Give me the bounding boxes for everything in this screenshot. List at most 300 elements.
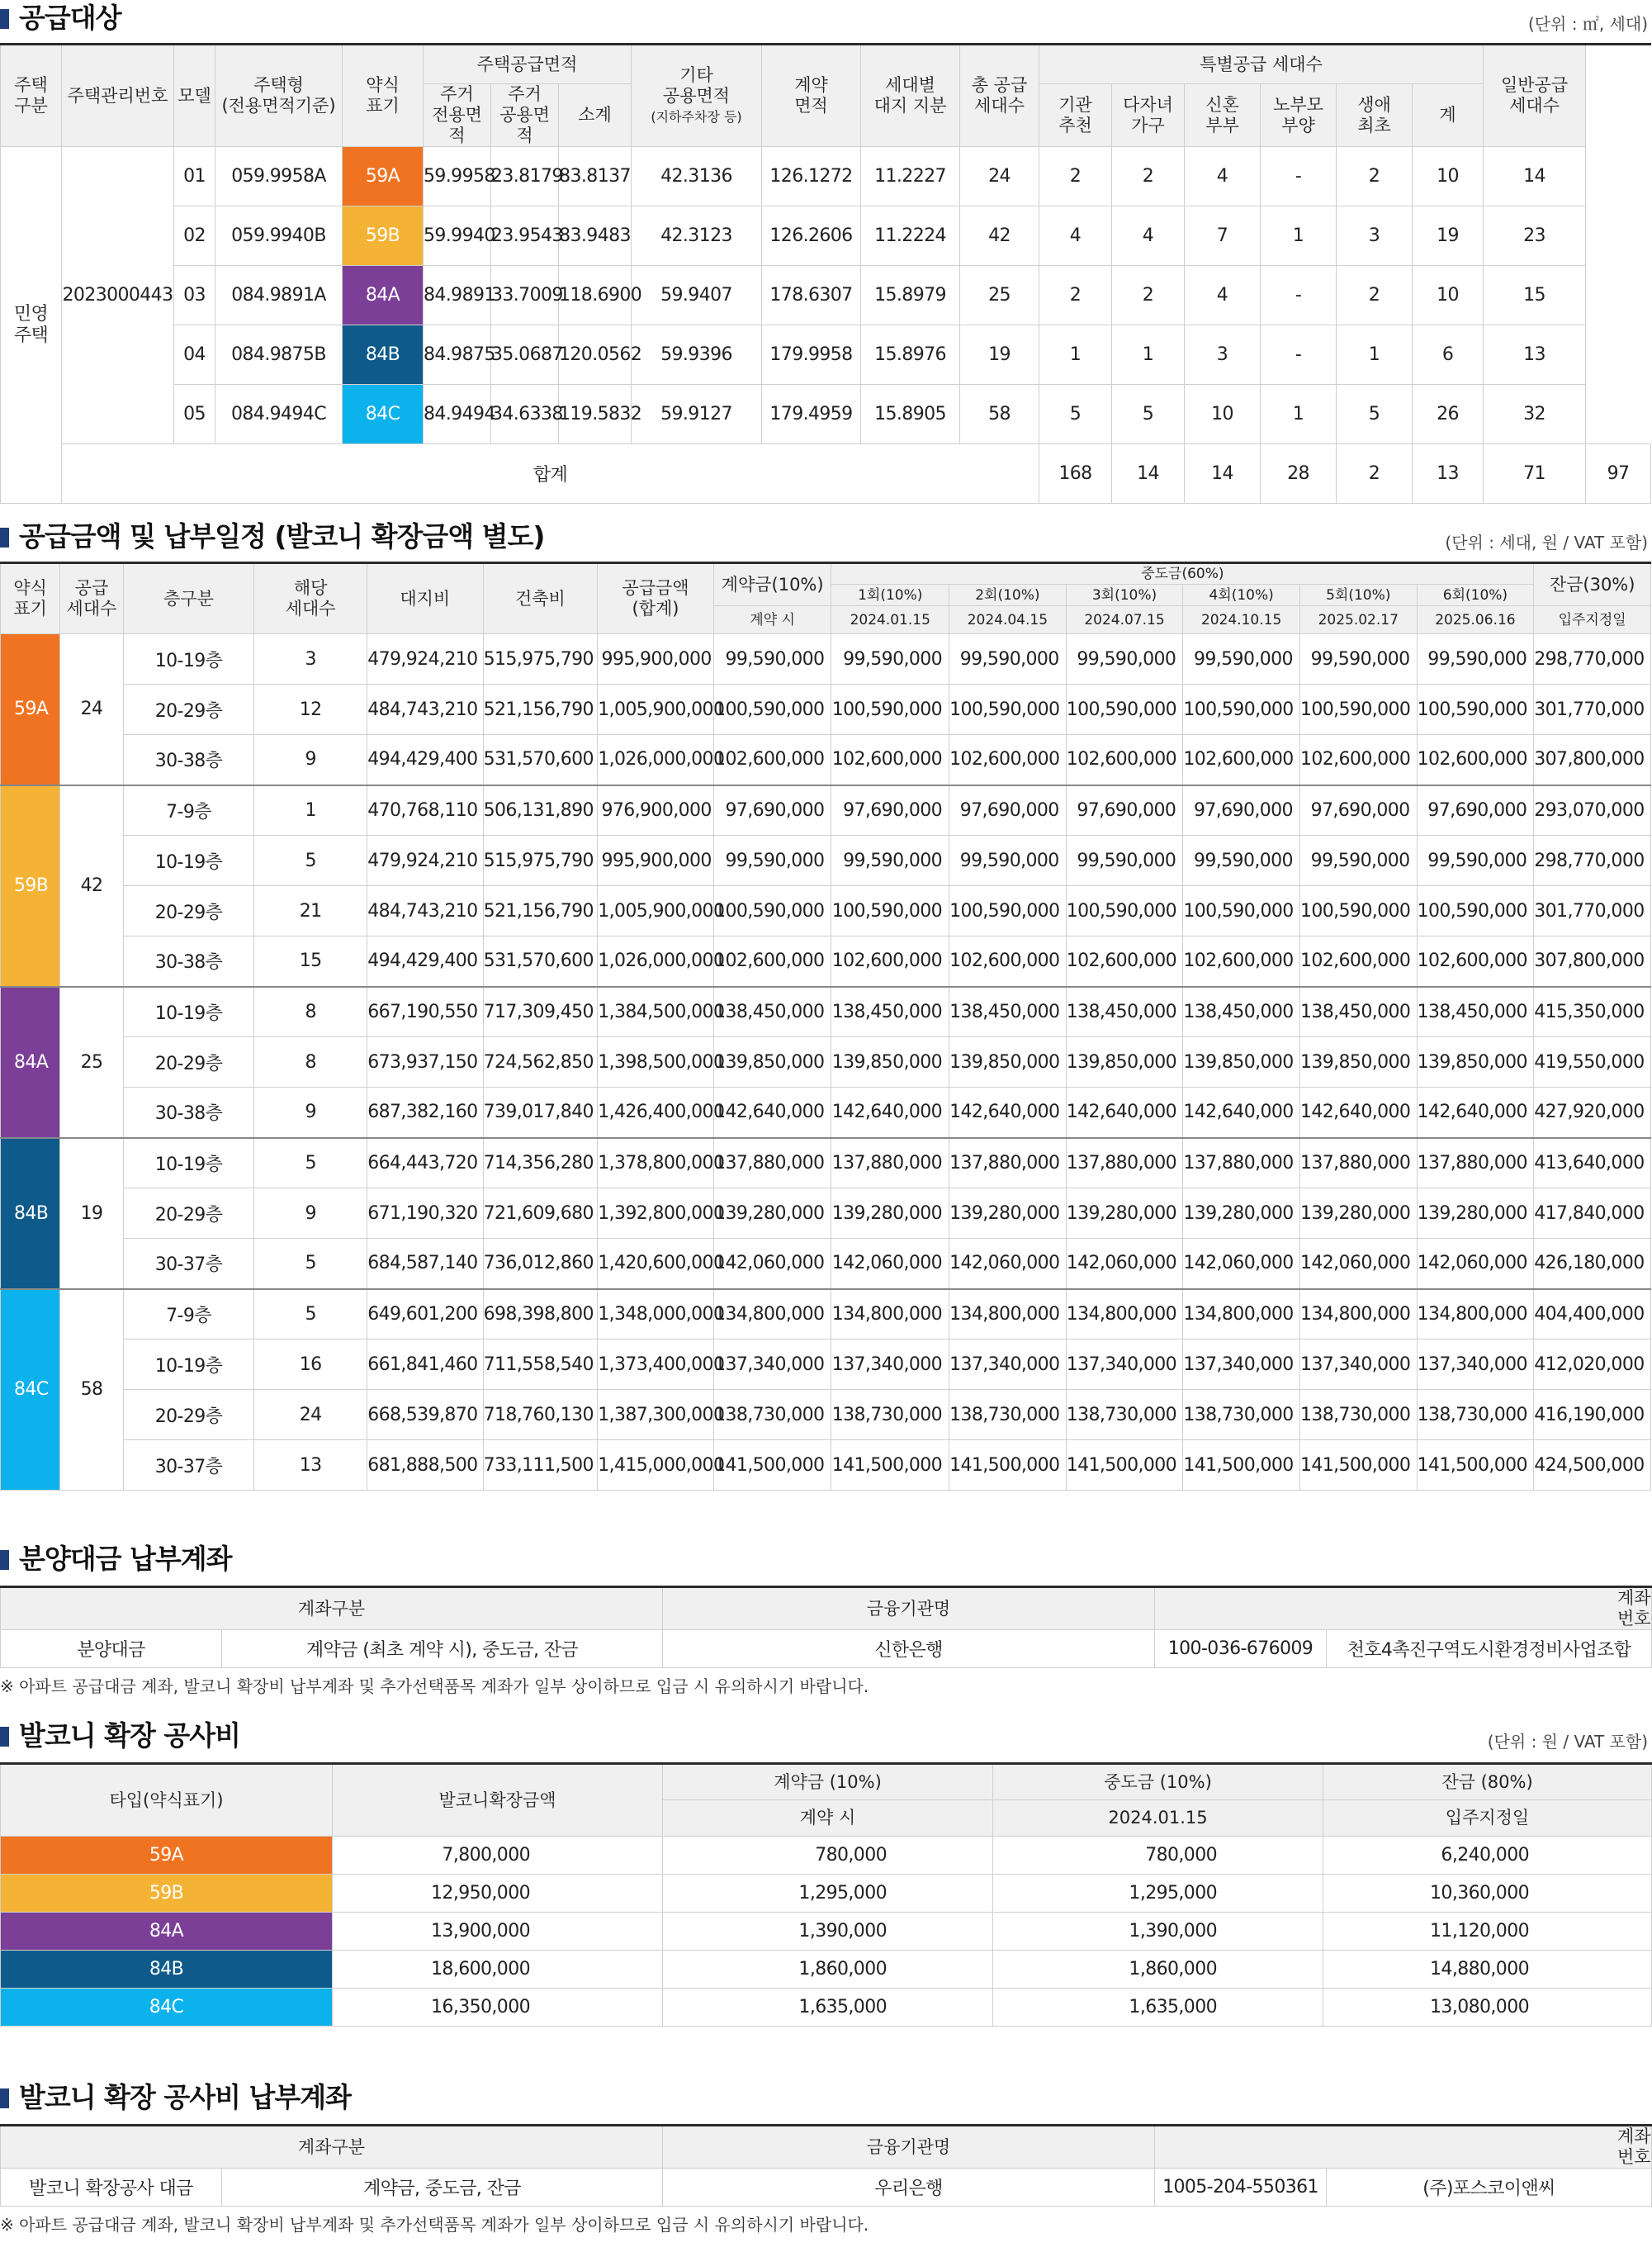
value-cell: 19: [960, 325, 1039, 385]
value-cell: 42: [960, 206, 1039, 266]
value-cell: 2: [1112, 266, 1185, 325]
section-title: [0, 1541, 232, 1577]
build-cost-cell: 739,017,840: [483, 1088, 598, 1138]
floor-cell: 20-29층: [123, 1390, 254, 1440]
value-cell: 1: [1039, 325, 1112, 385]
middle-payment-cell: 142,060,000: [1183, 1239, 1300, 1289]
deposit-cell: 142,640,000: [713, 1088, 831, 1138]
header-cell: 약식 표기: [343, 45, 424, 147]
supply-price-cell: 1,005,900,000: [598, 886, 714, 936]
value-cell: 15.8979: [861, 266, 960, 325]
type-swatch-84B: 84B: [1, 1138, 60, 1289]
supply-price-cell: 1,392,800,000: [598, 1188, 714, 1239]
land-cost-cell: 681,888,500: [367, 1440, 483, 1491]
type-swatch-59A: 59A: [1, 1837, 333, 1875]
header-cell: 건축비: [483, 563, 598, 634]
land-cost-cell: 684,587,140: [367, 1239, 483, 1289]
value-cell: 59.9958: [424, 147, 491, 206]
deposit-cell: 138,450,000: [713, 987, 831, 1037]
header-cell: 중도금(60%): [831, 563, 1534, 585]
header-cell: 총 공급 세대수: [960, 45, 1039, 147]
supply-header: [0, 0, 1651, 36]
balcony-account-table: [0, 2124, 1652, 2207]
table-row: [1, 1239, 1651, 1289]
balcony-account-header: [0, 2079, 1651, 2116]
balance-cell: 416,190,000: [1534, 1390, 1651, 1440]
count-cell: 13: [254, 1440, 367, 1491]
middle-payment-cell: 137,880,000: [1066, 1138, 1183, 1188]
header-cell: 타입(약식표기): [1, 1764, 333, 1837]
housing-type-cell: 민영 주택: [1, 147, 62, 504]
balance-cell: 293,070,000: [1534, 785, 1651, 836]
header-cell: 세대별 대지 지분: [861, 45, 960, 147]
value-cell: 32: [1484, 385, 1586, 444]
middle-payment-cell: 141,500,000: [1299, 1440, 1417, 1491]
header-cell: 공급금액 (합계): [598, 563, 714, 634]
balance-cell: 404,400,000: [1534, 1289, 1651, 1339]
supply-price-cell: 1,026,000,000: [598, 936, 714, 987]
middle-payment-cell: 134,800,000: [1183, 1289, 1300, 1339]
count-cell: 15: [254, 936, 367, 987]
middle-payment-cell: 137,880,000: [1183, 1138, 1300, 1188]
header-cell: 1회(10%): [831, 585, 949, 606]
model-cell: 02: [174, 206, 215, 266]
middle-payment-cell: 102,600,000: [1066, 936, 1183, 987]
sum-value-cell: 13: [1413, 444, 1484, 504]
value-cell: 24: [960, 147, 1039, 206]
middle-payment-cell: 141,500,000: [1417, 1440, 1534, 1491]
account-bank: 신한은행: [663, 1630, 1155, 1668]
table-row: [1, 45, 1651, 84]
type-swatch-59A: 59A: [343, 147, 424, 206]
land-cost-cell: 667,190,550: [367, 987, 483, 1037]
floor-cell: 20-29층: [123, 685, 254, 735]
header-cell: 2024.07.15: [1066, 606, 1183, 634]
sum-value-cell: 168: [1039, 444, 1112, 504]
count-cell: 5: [254, 836, 367, 886]
land-cost-cell: 484,743,210: [367, 886, 483, 936]
value-cell: 59.9407: [632, 266, 762, 325]
section-marker: [0, 1550, 9, 1570]
table-row: [1, 785, 1651, 836]
deposit-cell: 1,390,000: [663, 1913, 993, 1951]
value-cell: -: [1261, 266, 1337, 325]
header-cell: 생애 최초: [1337, 84, 1413, 147]
middle-payment-cell: 100,590,000: [1066, 886, 1183, 936]
header-cell: 계약 시: [713, 606, 831, 634]
type-swatch-59B: 59B: [1, 785, 60, 987]
account-number: 1005-204-550361: [1155, 2169, 1327, 2207]
header-cell: 2025.06.16: [1417, 606, 1534, 634]
account-section: [0, 1541, 1651, 1697]
header-cell: 2024.01.15: [831, 606, 949, 634]
deposit-cell: 137,880,000: [713, 1138, 831, 1188]
table-row: [1, 563, 1651, 585]
land-cost-cell: 673,937,150: [367, 1037, 483, 1088]
balcony-amount-cell: 7,800,000: [333, 1837, 663, 1875]
middle-payment-cell: 138,730,000: [1417, 1390, 1534, 1440]
middle-payment-cell: 780,000: [993, 1837, 1323, 1875]
section-marker: [0, 2088, 9, 2108]
table-row: [1, 266, 1651, 325]
value-cell: 4: [1185, 266, 1261, 325]
section-title: [0, 0, 121, 36]
value-cell: 59.9396: [632, 325, 762, 385]
deposit-cell: 139,280,000: [713, 1188, 831, 1239]
middle-payment-cell: 138,450,000: [1299, 987, 1417, 1037]
unit-label: (단위 : 원 / VAT 포함): [1487, 1732, 1648, 1752]
middle-payment-cell: 138,730,000: [1183, 1390, 1300, 1440]
value-cell: 34.6338: [491, 385, 559, 444]
supply-price-cell: 995,900,000: [598, 634, 714, 685]
section-title-text: 발코니 확장 공사비: [19, 1719, 241, 1752]
middle-payment-cell: 102,600,000: [949, 936, 1067, 987]
middle-payment-cell: 137,880,000: [1299, 1138, 1417, 1188]
balcony-account-note: ※ 아파트 공급대금 계좌, 발코니 확장비 납부계좌 및 추가선택품목 계좌가 일부 상이하므로 입금 시 유의하시기 바랍니다.: [0, 2215, 869, 2235]
count-cell: 8: [254, 987, 367, 1037]
balance-cell: 413,640,000: [1534, 1138, 1651, 1188]
middle-payment-cell: 97,690,000: [1299, 785, 1417, 836]
balance-cell: 301,770,000: [1534, 886, 1651, 936]
table-row: [1, 206, 1651, 266]
value-cell: 2: [1337, 266, 1413, 325]
table-row: [1, 1289, 1651, 1339]
floor-cell: 7-9층: [123, 1289, 254, 1339]
account-desc: 계약금 (최초 계약 시), 중도금, 잔금: [222, 1630, 663, 1668]
middle-payment-cell: 142,060,000: [1417, 1239, 1534, 1289]
section-title-text: 분양대금 납부계좌: [19, 1543, 232, 1575]
count-cell: 9: [254, 1188, 367, 1239]
middle-payment-cell: 137,340,000: [1066, 1339, 1183, 1390]
value-cell: 11.2224: [861, 206, 960, 266]
middle-payment-cell: 137,880,000: [831, 1138, 949, 1188]
table-row: [1, 936, 1651, 987]
land-cost-cell: 661,841,460: [367, 1339, 483, 1390]
middle-payment-cell: 139,850,000: [1299, 1037, 1417, 1088]
header-cell: 잔금(30%): [1534, 563, 1651, 606]
value-cell: 179.4959: [762, 385, 861, 444]
balance-cell: 11,120,000: [1323, 1913, 1652, 1951]
value-cell: 35.0687: [491, 325, 559, 385]
middle-payment-cell: 142,640,000: [1066, 1088, 1183, 1138]
floor-cell: 30-38층: [123, 1088, 254, 1138]
value-cell: 178.6307: [762, 266, 861, 325]
table-row: [1, 1440, 1651, 1491]
type-swatch-84C: 84C: [1, 1289, 60, 1491]
count-cell: 5: [254, 1138, 367, 1188]
table-row: [1, 836, 1651, 886]
supply-section: [0, 0, 1651, 504]
header-cell: 신혼 부부: [1185, 84, 1261, 147]
middle-payment-cell: 138,730,000: [831, 1390, 949, 1440]
balance-cell: 424,500,000: [1534, 1440, 1651, 1491]
value-cell: 126.1272: [762, 147, 861, 206]
table-row: [1, 886, 1651, 936]
unit-label: (단위 : 세대, 원 / VAT 포함): [1445, 533, 1648, 552]
header-cell: 입주지정일: [1534, 606, 1651, 634]
value-cell: 10: [1185, 385, 1261, 444]
value-cell: 59.9127: [632, 385, 762, 444]
land-cost-cell: 687,382,160: [367, 1088, 483, 1138]
middle-payment-cell: 141,500,000: [1183, 1440, 1300, 1491]
balcony-header: [0, 1718, 1651, 1754]
deposit-cell: 1,635,000: [663, 1989, 993, 2027]
header-cell: 주택관리번호: [62, 45, 174, 147]
count-cell: 5: [254, 1239, 367, 1289]
header-cell: 금융기관명: [663, 2126, 1155, 2169]
build-cost-cell: 521,156,790: [483, 886, 598, 936]
model-cell: 04: [174, 325, 215, 385]
header-cell: 계약 면적: [762, 45, 861, 147]
supply-price-cell: 1,373,400,000: [598, 1339, 714, 1390]
middle-payment-cell: 102,600,000: [1299, 735, 1417, 785]
build-cost-cell: 531,570,600: [483, 735, 598, 785]
value-cell: 1: [1337, 325, 1413, 385]
value-cell: 15.8976: [861, 325, 960, 385]
middle-payment-cell: 139,280,000: [949, 1188, 1067, 1239]
value-cell: 5: [1039, 385, 1112, 444]
supply-price-cell: 1,348,000,000: [598, 1289, 714, 1339]
floor-cell: 7-9층: [123, 785, 254, 836]
header-cell: 특별공급 세대수: [1039, 45, 1484, 84]
supply-price-cell: 1,420,600,000: [598, 1239, 714, 1289]
middle-payment-cell: 142,060,000: [949, 1239, 1067, 1289]
supply-price-cell: 1,378,800,000: [598, 1138, 714, 1188]
type-swatch-84B: 84B: [343, 325, 424, 385]
middle-payment-cell: 138,450,000: [831, 987, 949, 1037]
middle-payment-cell: 99,590,000: [831, 836, 949, 886]
supply-price-cell: 1,387,300,000: [598, 1390, 714, 1440]
value-cell: 1: [1112, 325, 1185, 385]
middle-payment-cell: 102,600,000: [1183, 735, 1300, 785]
value-cell: 14: [1484, 147, 1586, 206]
count-cell: 9: [254, 1088, 367, 1138]
middle-payment-cell: 99,590,000: [1299, 634, 1417, 685]
middle-payment-cell: 1,860,000: [993, 1951, 1323, 1989]
header-cell: 층구분: [123, 563, 254, 634]
header-cell: 계좌번호: [1155, 1587, 1652, 1630]
middle-payment-cell: 139,280,000: [1417, 1188, 1534, 1239]
count-cell: 1: [254, 785, 367, 836]
table-row: [1, 1339, 1651, 1390]
section-marker: [0, 1727, 9, 1747]
floor-cell: 10-19층: [123, 634, 254, 685]
supply-price-cell: 1,398,500,000: [598, 1037, 714, 1088]
middle-payment-cell: 1,635,000: [993, 1989, 1323, 2027]
middle-payment-cell: 137,340,000: [1299, 1339, 1417, 1390]
value-cell: 23.9543: [491, 206, 559, 266]
middle-payment-cell: 134,800,000: [949, 1289, 1067, 1339]
middle-payment-cell: 142,640,000: [1183, 1088, 1300, 1138]
deposit-cell: 102,600,000: [713, 735, 831, 785]
middle-payment-cell: 99,590,000: [949, 634, 1067, 685]
middle-payment-cell: 134,800,000: [831, 1289, 949, 1339]
value-cell: 2: [1337, 147, 1413, 206]
type-swatch-84B: 84B: [1, 1951, 333, 1989]
deposit-cell: 142,060,000: [713, 1239, 831, 1289]
middle-payment-cell: 137,880,000: [949, 1138, 1067, 1188]
value-cell: -: [1261, 325, 1337, 385]
balance-cell: 307,800,000: [1534, 735, 1651, 785]
sum-value-cell: 97: [1586, 444, 1651, 504]
value-cell: 119.5832: [559, 385, 632, 444]
account-note: ※ 아파트 공급대금 계좌, 발코니 확장비 납부계좌 및 추가선택품목 계좌가 일부 상이하므로 입금 시 유의하시기 바랍니다.: [0, 1676, 869, 1696]
value-cell: 83.8137: [559, 147, 632, 206]
build-cost-cell: 521,156,790: [483, 685, 598, 735]
balance-cell: 419,550,000: [1534, 1037, 1651, 1088]
section-marker: [0, 528, 9, 548]
type-swatch-84A: 84A: [1, 1913, 333, 1951]
value-cell: 19: [1413, 206, 1484, 266]
type-swatch-84C: 84C: [1, 1989, 333, 2027]
balcony-amount-cell: 18,600,000: [333, 1951, 663, 1989]
value-cell: 23.8179: [491, 147, 559, 206]
supply-price-cell: 1,426,400,000: [598, 1088, 714, 1138]
middle-payment-cell: 97,690,000: [831, 785, 949, 836]
type-swatch-59B: 59B: [1, 1875, 333, 1913]
land-cost-cell: 479,924,210: [367, 836, 483, 886]
value-cell: 2: [1112, 147, 1185, 206]
value-cell: 10: [1413, 147, 1484, 206]
units-cell: 42: [60, 785, 123, 987]
land-cost-cell: 664,443,720: [367, 1138, 483, 1188]
header-cell: 공급 세대수: [60, 563, 123, 634]
middle-payment-cell: 1,295,000: [993, 1875, 1323, 1913]
middle-payment-cell: 102,600,000: [831, 735, 949, 785]
value-cell: 2: [1039, 266, 1112, 325]
build-cost-cell: 733,111,500: [483, 1440, 598, 1491]
count-cell: 3: [254, 634, 367, 685]
value-cell: 83.9483: [559, 206, 632, 266]
value-cell: 4: [1112, 206, 1185, 266]
build-cost-cell: 531,570,600: [483, 936, 598, 987]
middle-payment-cell: 138,730,000: [1066, 1390, 1183, 1440]
middle-payment-cell: 100,590,000: [831, 685, 949, 735]
table-row: [1, 1390, 1651, 1440]
type-swatch-59B: 59B: [343, 206, 424, 266]
middle-payment-cell: 102,600,000: [1066, 735, 1183, 785]
balcony-amount-cell: 12,950,000: [333, 1875, 663, 1913]
middle-payment-cell: 99,590,000: [831, 634, 949, 685]
middle-payment-cell: 139,850,000: [1183, 1037, 1300, 1088]
middle-payment-cell: 142,640,000: [1417, 1088, 1534, 1138]
balcony-account-section: [0, 2079, 1651, 2235]
middle-payment-cell: 142,060,000: [831, 1239, 949, 1289]
model-cell: 03: [174, 266, 215, 325]
middle-payment-cell: 99,590,000: [1183, 836, 1300, 886]
type-swatch-84A: 84A: [1, 987, 60, 1138]
middle-payment-cell: 99,590,000: [1299, 836, 1417, 886]
type-swatch-84A: 84A: [343, 266, 424, 325]
floor-cell: 10-19층: [123, 1138, 254, 1188]
account-holder: 천호4촉진구역도시환경정비사업조합: [1327, 1630, 1652, 1668]
count-cell: 24: [254, 1390, 367, 1440]
header-cell: 2025.02.17: [1299, 606, 1417, 634]
middle-payment-cell: 99,590,000: [1066, 634, 1183, 685]
type-swatch-59A: 59A: [1, 634, 60, 785]
header-cell: 2024.01.15: [993, 1800, 1323, 1837]
house-type-cell: 059.9958A: [215, 147, 343, 206]
sum-value-cell: 14: [1185, 444, 1261, 504]
balance-cell: 13,080,000: [1323, 1989, 1652, 2027]
middle-payment-cell: 100,590,000: [1183, 886, 1300, 936]
table-row: [1, 634, 1651, 685]
value-cell: 15: [1484, 266, 1586, 325]
middle-payment-cell: 134,800,000: [1066, 1289, 1183, 1339]
floor-cell: 20-29층: [123, 886, 254, 936]
middle-payment-cell: 141,500,000: [831, 1440, 949, 1491]
price-header: [0, 519, 1651, 555]
table-row: [1, 1875, 1652, 1913]
floor-cell: 10-19층: [123, 836, 254, 886]
middle-payment-cell: 142,640,000: [831, 1088, 949, 1138]
header-cell: 해당 세대수: [254, 563, 367, 634]
middle-payment-cell: 97,690,000: [1417, 785, 1534, 836]
middle-payment-cell: 139,280,000: [831, 1188, 949, 1239]
value-cell: 11.2227: [861, 147, 960, 206]
middle-payment-cell: 1,390,000: [993, 1913, 1323, 1951]
deposit-cell: 1,860,000: [663, 1951, 993, 1989]
deposit-cell: 102,600,000: [713, 936, 831, 987]
middle-payment-cell: 134,800,000: [1299, 1289, 1417, 1339]
balcony-section: [0, 1718, 1651, 2027]
header-cell: 노부모 부양: [1261, 84, 1337, 147]
build-cost-cell: 718,760,130: [483, 1390, 598, 1440]
floor-cell: 20-29층: [123, 1037, 254, 1088]
land-cost-cell: 494,429,400: [367, 735, 483, 785]
header-cell: 계: [1413, 84, 1484, 147]
section-title-text: 공급대상: [19, 2, 121, 34]
value-cell: 179.9958: [762, 325, 861, 385]
header-cell: 모델: [174, 45, 215, 147]
balcony-amount-cell: 13,900,000: [333, 1913, 663, 1951]
account-table: [0, 1586, 1652, 1668]
table-row: [1, 685, 1651, 735]
sum-value-cell: 28: [1261, 444, 1337, 504]
deposit-cell: 780,000: [663, 1837, 993, 1875]
header-cell: 계좌구분: [1, 2126, 663, 2169]
price-section: [0, 519, 1651, 1491]
land-cost-cell: 668,539,870: [367, 1390, 483, 1440]
deposit-cell: 134,800,000: [713, 1289, 831, 1339]
balance-cell: 10,360,000: [1323, 1875, 1652, 1913]
balance-cell: 427,920,000: [1534, 1088, 1651, 1138]
value-cell: 5: [1337, 385, 1413, 444]
unit-label: (단위 : ㎡, 세대): [1527, 14, 1648, 34]
supply-table: [0, 43, 1651, 504]
units-cell: 19: [60, 1138, 123, 1289]
build-cost-cell: 714,356,280: [483, 1138, 598, 1188]
middle-payment-cell: 100,590,000: [1417, 886, 1534, 936]
middle-payment-cell: 142,060,000: [1299, 1239, 1417, 1289]
middle-payment-cell: 100,590,000: [949, 685, 1067, 735]
header-cell: 약식 표기: [1, 563, 60, 634]
balance-cell: 14,880,000: [1323, 1951, 1652, 1989]
value-cell: 2: [1039, 147, 1112, 206]
balcony-table: [0, 1762, 1652, 2027]
section-title: [0, 519, 544, 555]
value-cell: 15.8905: [861, 385, 960, 444]
middle-payment-cell: 138,450,000: [1066, 987, 1183, 1037]
table-row: [1, 385, 1651, 444]
value-cell: 25: [960, 266, 1039, 325]
middle-payment-cell: 139,850,000: [831, 1037, 949, 1088]
balance-cell: 307,800,000: [1534, 936, 1651, 987]
header-cell: 입주지정일: [1323, 1800, 1652, 1837]
supply-price-cell: 995,900,000: [598, 836, 714, 886]
middle-payment-cell: 99,590,000: [1417, 836, 1534, 886]
header-cell: 주거 공용면적: [491, 84, 559, 147]
